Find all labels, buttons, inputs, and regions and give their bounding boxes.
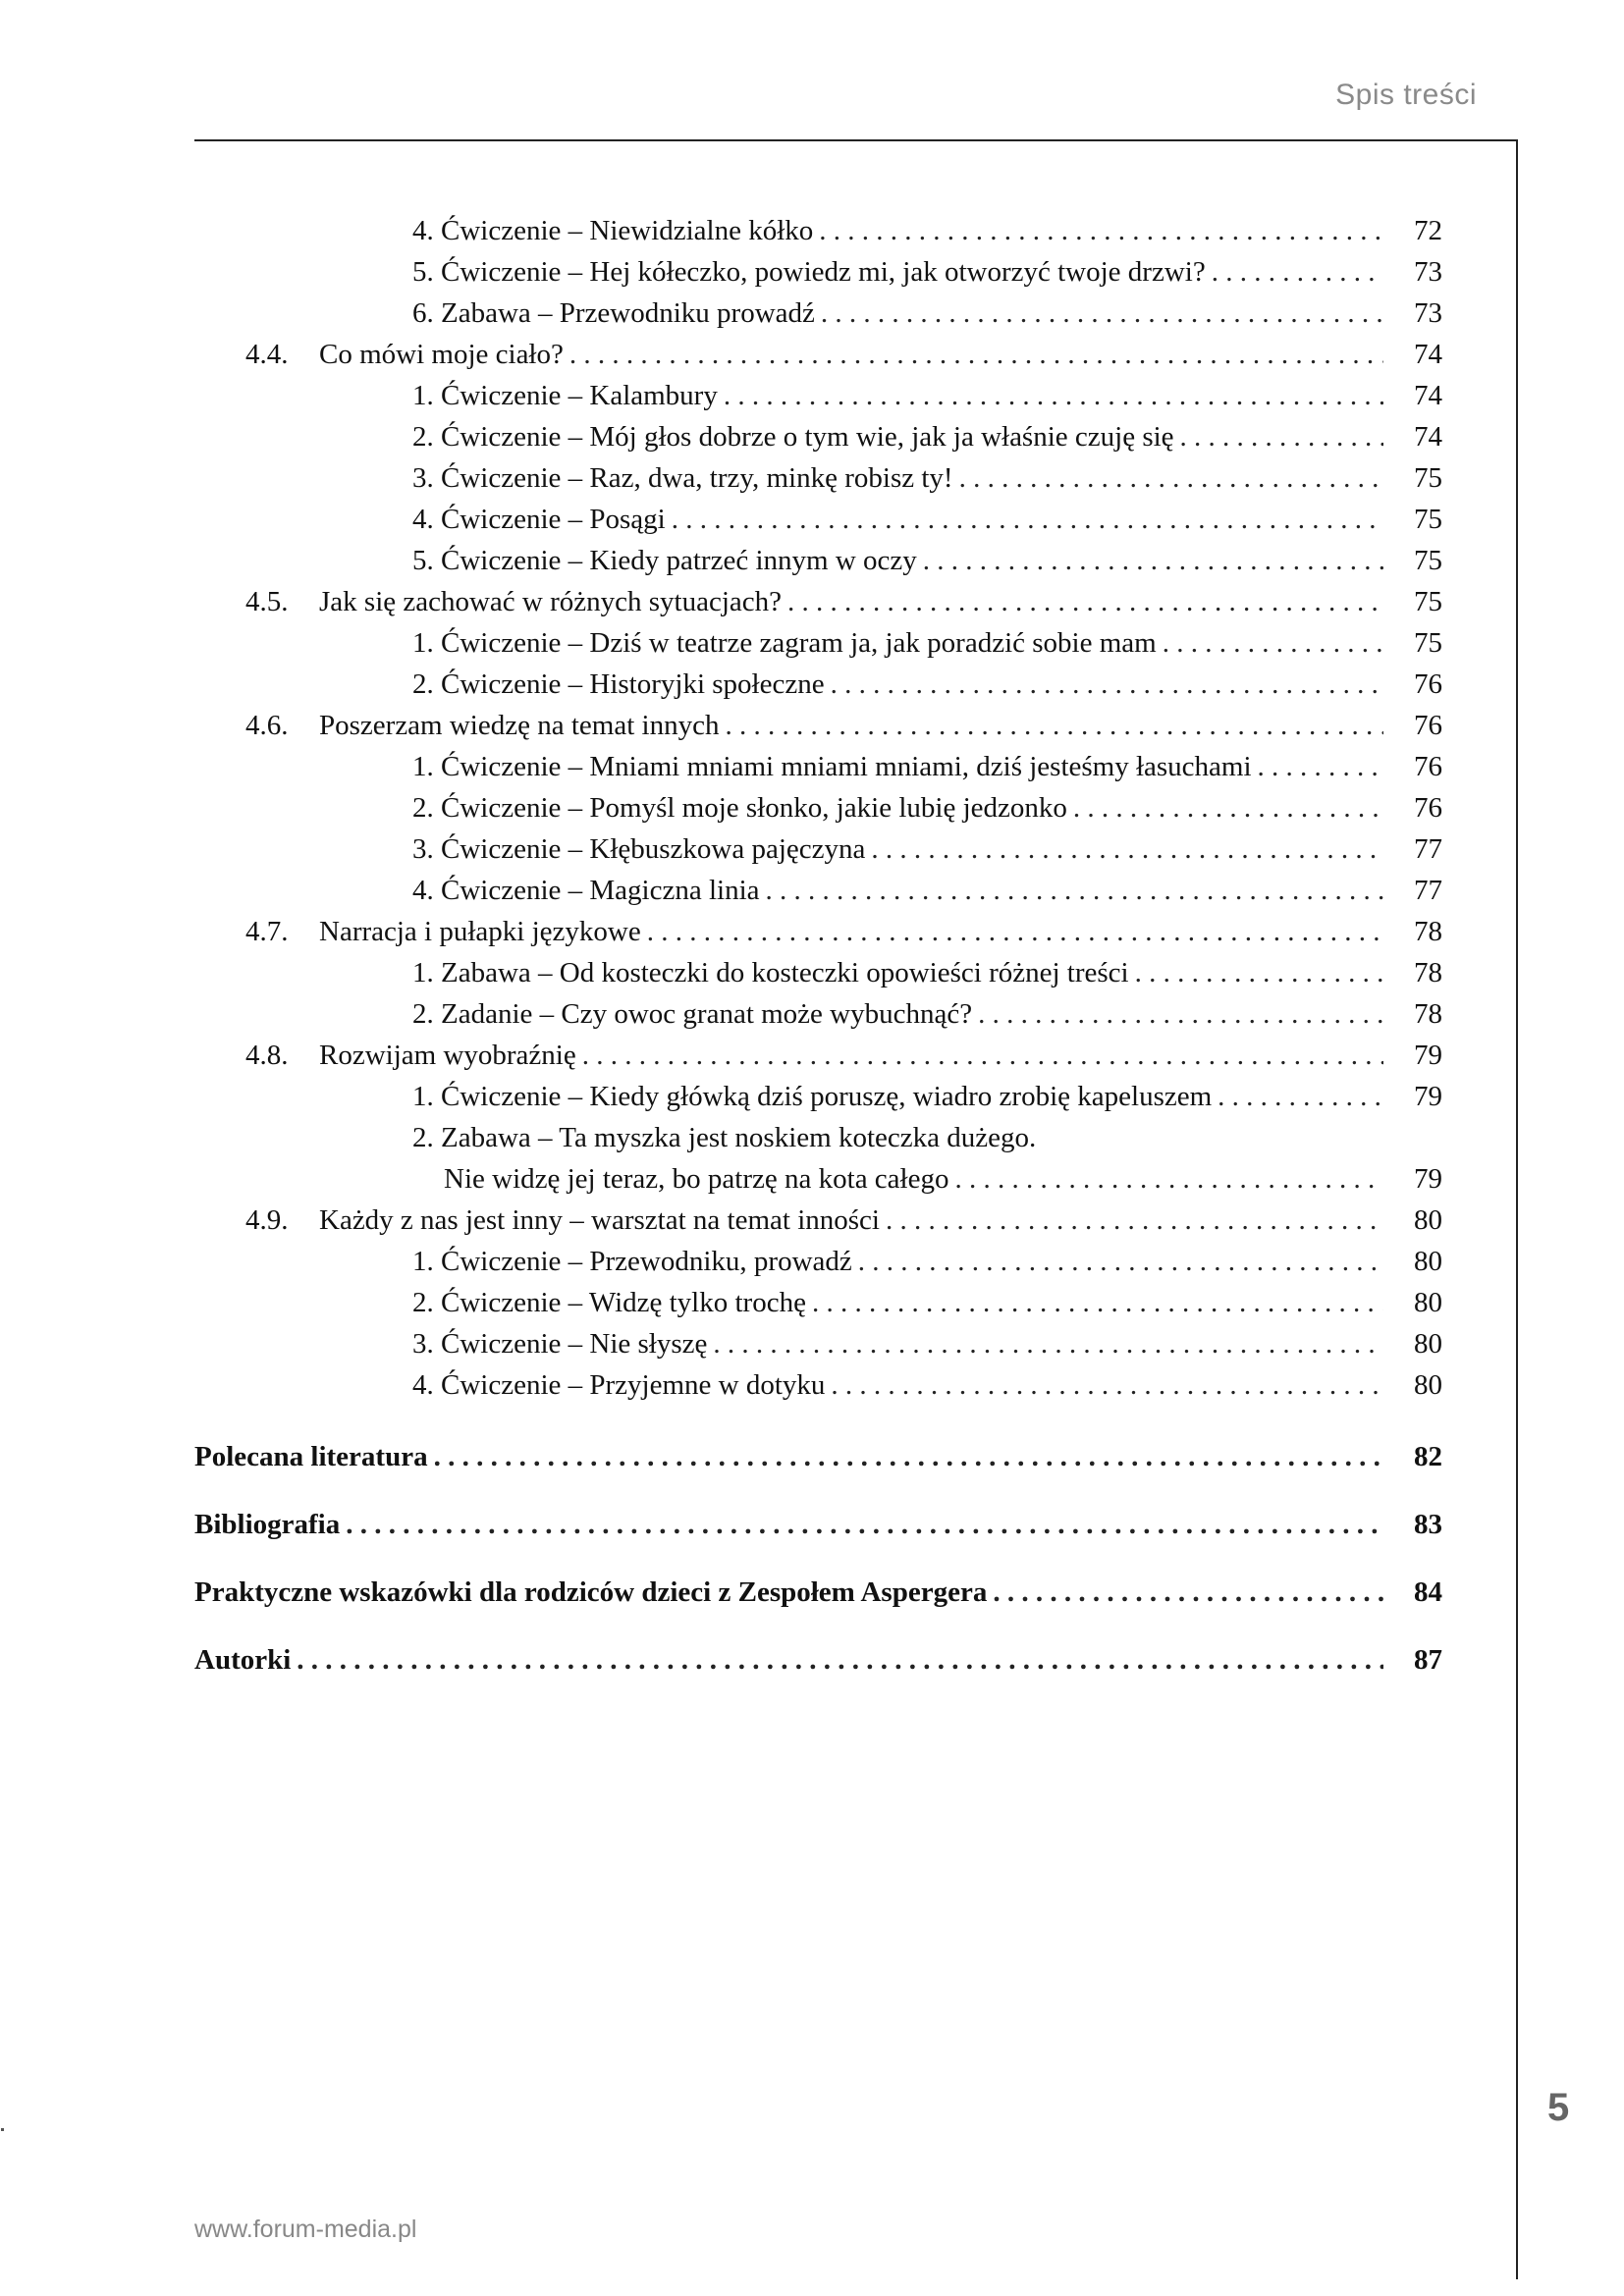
dot-leader <box>1073 790 1383 826</box>
toc-entry[interactable] <box>412 831 1442 867</box>
toc-entry-page: 82 <box>1414 1441 1442 1472</box>
toc-entry-title: Bibliografia <box>194 1509 341 1540</box>
toc-entry-title: 3. Ćwiczenie – Raz, dwa, trzy, minkę robisz ty! <box>412 462 953 494</box>
toc-chapter-entry[interactable] <box>194 1642 1442 1678</box>
dot-leader <box>725 708 1383 743</box>
toc-entry-page: 74 <box>1414 421 1442 453</box>
toc-entry-page: 78 <box>1414 916 1442 947</box>
toc-entry-title: Co mówi moje ciało? <box>319 339 564 370</box>
toc-entry-title: Autorki <box>194 1644 292 1676</box>
toc-entry-page: 74 <box>1414 380 1442 411</box>
toc-entry-title: Narracja i pułapki językowe <box>319 916 641 947</box>
toc-entry-page: 76 <box>1414 710 1442 741</box>
toc-entry-title: 3. Ćwiczenie – Kłębuszkowa pajęczyna <box>412 833 866 865</box>
toc-section-number: 4.9. <box>245 1204 289 1236</box>
toc-entry-page: 79 <box>1414 1163 1442 1195</box>
toc-entry[interactable] <box>412 543 1442 578</box>
toc-entry-title: 1. Ćwiczenie – Przewodniku, prowadź <box>412 1246 852 1277</box>
toc-entry-title: 6. Zabawa – Przewodniku prowadź <box>412 297 815 329</box>
dot-leader <box>787 584 1383 619</box>
toc-entry-continuation[interactable] <box>444 1161 1442 1197</box>
toc-entry-title: 1. Ćwiczenie – Kalambury <box>412 380 718 411</box>
toc-section-number: 4.4. <box>245 339 289 370</box>
toc-section-entry[interactable] <box>245 337 1442 372</box>
toc-entry[interactable] <box>412 873 1442 908</box>
toc-entry-title: 1. Zabawa – Od kosteczki do kosteczki opowieści różnej treści <box>412 957 1129 988</box>
toc-section-number: 4.8. <box>245 1040 289 1071</box>
dot-leader <box>1218 1079 1383 1114</box>
toc-entry-title: Rozwijam wyobraźnię <box>319 1040 576 1071</box>
dot-leader <box>582 1038 1383 1073</box>
toc-entry-title: Polecana literatura <box>194 1441 428 1472</box>
scan-edge-mark <box>1 2128 4 2131</box>
running-header-title: Spis treści <box>1335 79 1477 111</box>
toc-entry[interactable] <box>412 378 1442 413</box>
toc-entry-page: 79 <box>1414 1040 1442 1071</box>
toc-entry[interactable] <box>412 1244 1442 1279</box>
toc-section-entry[interactable] <box>245 1038 1442 1073</box>
toc-entry[interactable] <box>412 955 1442 990</box>
toc-entry[interactable] <box>412 419 1442 454</box>
dot-leader <box>1163 625 1383 661</box>
dot-leader <box>346 1507 1383 1542</box>
dot-leader <box>647 914 1383 949</box>
toc-entry-page: 80 <box>1414 1328 1442 1360</box>
dot-leader <box>886 1202 1383 1238</box>
toc-section-entry[interactable] <box>245 914 1442 949</box>
toc-entry[interactable] <box>412 625 1442 661</box>
toc-entry-title: 5. Ćwiczenie – Kiedy patrzeć innym w oczy <box>412 545 917 576</box>
toc-entry-page: 75 <box>1414 545 1442 576</box>
header-rule <box>194 139 1516 141</box>
dot-leader <box>858 1244 1383 1279</box>
toc-entry-title: 2. Ćwiczenie – Pomyśl moje słonko, jakie lubię jedzonko <box>412 792 1067 824</box>
toc-section-number: 4.6. <box>245 710 289 741</box>
toc-entry-title: 2. Zadanie – Czy owoc granat może wybuchnąć? <box>412 998 973 1030</box>
toc-chapter-entry[interactable] <box>194 1575 1442 1610</box>
toc-entry-page: 77 <box>1414 833 1442 865</box>
toc-entry[interactable] <box>412 1367 1442 1403</box>
right-margin-rule <box>1516 139 1518 2279</box>
toc-entry-page: 80 <box>1414 1287 1442 1318</box>
dot-leader <box>959 460 1383 496</box>
publisher-url[interactable]: www.forum-media.pl <box>194 2216 417 2243</box>
toc-entry-page: 84 <box>1414 1576 1442 1608</box>
toc-entry-page: 73 <box>1414 297 1442 329</box>
toc-section-number: 4.7. <box>245 916 289 947</box>
toc-entry-title: 2. Ćwiczenie – Mój głos dobrze o tym wie, jak ja właśnie czuję się <box>412 421 1174 453</box>
toc-entry[interactable] <box>412 502 1442 537</box>
toc-entry-page: 78 <box>1414 998 1442 1030</box>
toc-chapter-entry[interactable] <box>194 1507 1442 1542</box>
toc-entry[interactable] <box>412 790 1442 826</box>
toc-entry[interactable] <box>412 213 1442 248</box>
dot-leader <box>978 996 1383 1032</box>
toc-entry[interactable] <box>412 1285 1442 1320</box>
toc-entry-page: 72 <box>1414 215 1442 246</box>
toc-entry-page: 76 <box>1414 792 1442 824</box>
toc-entry[interactable] <box>412 460 1442 496</box>
toc-section-entry[interactable] <box>245 1202 1442 1238</box>
dot-leader <box>831 1367 1383 1403</box>
toc-entry-title: 2. Zabawa – Ta myszka jest noskiem koteczka dużego. <box>412 1122 1037 1153</box>
toc-entry-page: 87 <box>1414 1644 1442 1676</box>
toc-entry-page: 76 <box>1414 751 1442 782</box>
toc-entry-title: 3. Ćwiczenie – Nie słyszę <box>412 1328 708 1360</box>
toc-entry-title: Poszerzam wiedzę na temat innych <box>319 710 720 741</box>
toc-entry-title: 2. Ćwiczenie – Widzę tylko trochę <box>412 1287 806 1318</box>
toc-section-number: 4.5. <box>245 586 289 617</box>
dot-leader <box>1135 955 1383 990</box>
toc-entry[interactable] <box>412 749 1442 784</box>
dot-leader <box>713 1326 1383 1362</box>
toc-entry[interactable] <box>412 1120 1442 1155</box>
toc-entry-title: Praktyczne wskazówki dla rodziców dzieci z Zespołem Aspergera <box>194 1576 988 1608</box>
toc-entry-title: 2. Ćwiczenie – Historyjki społeczne <box>412 668 825 700</box>
toc-entry-page: 80 <box>1414 1204 1442 1236</box>
toc-entry-page: 77 <box>1414 875 1442 906</box>
dot-leader <box>297 1642 1383 1678</box>
dot-leader <box>672 502 1383 537</box>
toc-entry-page: 75 <box>1414 462 1442 494</box>
toc-entry[interactable] <box>412 1079 1442 1114</box>
toc-chapter-entry[interactable] <box>194 1439 1442 1474</box>
toc-entry-page: 79 <box>1414 1081 1442 1112</box>
dot-leader <box>1212 254 1383 290</box>
toc-entry-title: 1. Ćwiczenie – Kiedy główką dziś poruszę, wiadro zrobię kapeluszem <box>412 1081 1213 1112</box>
dot-leader <box>724 378 1383 413</box>
toc-entry-page: 75 <box>1414 627 1442 659</box>
dot-leader <box>766 873 1383 908</box>
dot-leader <box>923 543 1383 578</box>
dot-leader <box>569 337 1383 372</box>
dot-leader <box>819 213 1383 248</box>
dot-leader <box>1180 419 1383 454</box>
toc-entry-page: 83 <box>1414 1509 1442 1540</box>
dot-leader <box>993 1575 1383 1610</box>
toc-entry-title: Jak się zachować w różnych sytuacjach? <box>319 586 783 617</box>
toc-entry-title: 4. Ćwiczenie – Niewidzialne kółko <box>412 215 814 246</box>
dot-leader <box>1258 749 1383 784</box>
toc-section-entry[interactable] <box>245 584 1442 619</box>
toc-entry[interactable] <box>412 1326 1442 1362</box>
toc-entry-title: 4. Ćwiczenie – Przyjemne w dotyku <box>412 1369 826 1401</box>
dot-leader <box>812 1285 1383 1320</box>
toc-entry-title: 5. Ćwiczenie – Hej kółeczko, powiedz mi, jak otworzyć twoje drzwi? <box>412 256 1206 288</box>
toc-entry[interactable] <box>412 254 1442 290</box>
dot-leader <box>821 295 1383 331</box>
toc-entry-title: 1. Ćwiczenie – Dziś w teatrze zagram ja, jak poradzić sobie mam <box>412 627 1157 659</box>
dot-leader <box>831 667 1383 702</box>
toc-entry-page: 75 <box>1414 504 1442 535</box>
dot-leader <box>871 831 1383 867</box>
toc-entry[interactable] <box>412 996 1442 1032</box>
toc-entry-page: 76 <box>1414 668 1442 700</box>
toc-entry-page: 74 <box>1414 339 1442 370</box>
toc-entry-title: Nie widzę jej teraz, bo patrzę na kota całego <box>444 1163 949 1195</box>
dot-leader <box>954 1161 1383 1197</box>
toc-entry-page: 75 <box>1414 586 1442 617</box>
toc-entry-title: 4. Ćwiczenie – Magiczna linia <box>412 875 760 906</box>
toc-entry-title: Każdy z nas jest inny – warsztat na temat inności <box>319 1204 880 1236</box>
toc-entry[interactable] <box>412 667 1442 702</box>
toc-entry-title: 4. Ćwiczenie – Posągi <box>412 504 666 535</box>
toc-entry-title: 1. Ćwiczenie – Mniami mniami mniami mniami, dziś jesteśmy łasuchami <box>412 751 1252 782</box>
page-number: 5 <box>1547 2086 1570 2129</box>
toc-section-entry[interactable] <box>245 708 1442 743</box>
dot-leader <box>434 1439 1383 1474</box>
toc-entry-page: 80 <box>1414 1369 1442 1401</box>
toc-entry-page: 80 <box>1414 1246 1442 1277</box>
toc-entry[interactable] <box>412 295 1442 331</box>
toc-entry-page: 78 <box>1414 957 1442 988</box>
toc-entry-page: 73 <box>1414 256 1442 288</box>
